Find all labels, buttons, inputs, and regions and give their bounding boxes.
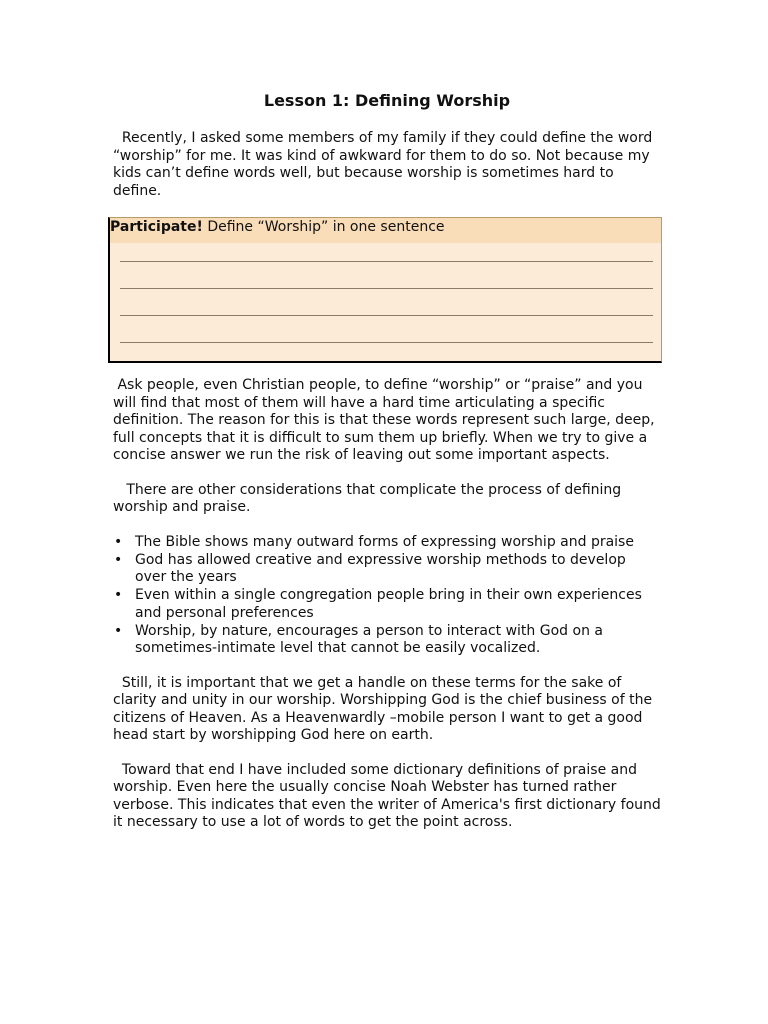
answer-line-3[interactable] [120,315,653,316]
definition-difficulty-paragraph: Ask people, even Christian people, to define “worship” or “praise” and you will find that most of them will have a hard time articulating a specific definition. The reason for this is that these words represent such large, deep, full concepts that it is difficult to sum them up briefly. When we try to give a concise answer we run the risk of leaving out some important aspects. [113,377,655,463]
list-item [113,587,661,622]
list-item-text: Even within a single congregation people bring in their own experiences and personal preferences [135,587,642,621]
bullet-icon: • [114,587,123,603]
participate-box [108,217,662,363]
participate-label: Participate! [110,219,203,235]
list-item [113,552,661,587]
considerations-paragraph: There are other considerations that complicate the process of defining worship and praise. [113,481,622,515]
considerations-list [113,534,661,658]
list-item-text: God has allowed creative and expressive worship methods to develop over the years [135,551,626,585]
participate-box-header [110,218,661,243]
intro-paragraph: Recently, I asked some members of my family if they could define the word “worship” for me. It was kind of awkward for them to do so. Not because my kids can’t define words well, but because worship is sometimes hard to define. [113,130,653,199]
importance-paragraph: Still, it is important that we get a handle on these terms for the sake of clarity and unity in our worship. Worshipping God is the chief business of the citizens of Heaven. As a Heavenwardly –mobile person I want to get a good head start by worshipping God here on earth. [113,674,653,743]
answer-line-2[interactable] [120,288,653,289]
dictionary-paragraph: Toward that end I have included some dictionary definitions of praise and worship. Even here the usually concise Noah Webster has turned rather verbose. This indicates that even the writer of America's first dictionary found it necessary to use a lot of words to get the point across. [113,761,661,830]
bullet-icon: • [114,551,123,568]
page-title: Lesson 1: Defining Worship [263,91,511,110]
list-item-text: The Bible shows many outward forms of expressing worship and praise [135,533,634,550]
bullet-icon: • [114,622,123,639]
list-item [113,534,661,552]
participate-prompt: Define “Worship” in one sentence [202,219,445,235]
answer-line-1[interactable] [120,261,653,262]
answer-line-4[interactable] [120,342,653,343]
bullet-icon: • [114,533,123,550]
list-item [113,623,661,658]
list-item-text: Worship, by nature, encourages a person to interact with God on a sometimes-intimate level that cannot be easily vocalized. [135,622,603,656]
document-page [110,88,661,849]
